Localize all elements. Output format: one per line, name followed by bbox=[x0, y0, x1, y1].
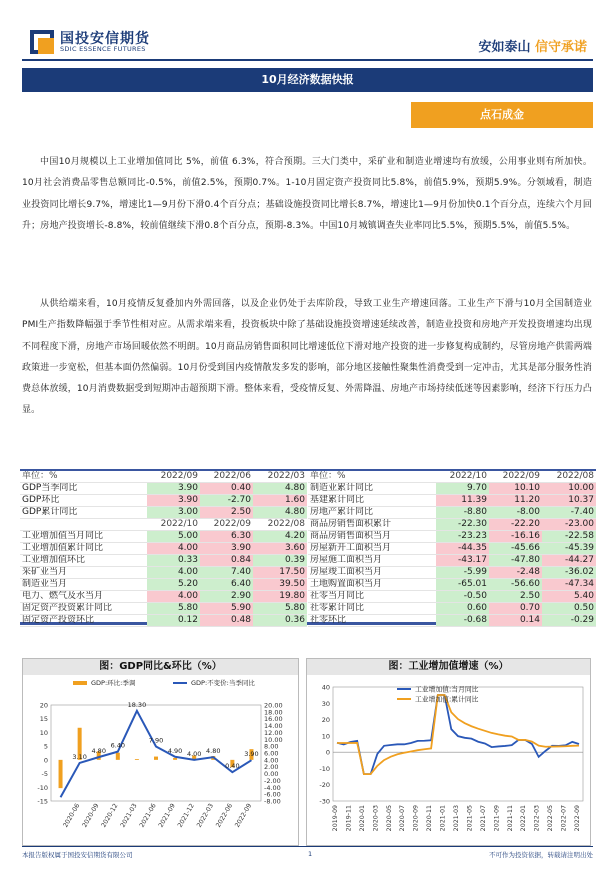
paragraph-summary: 中国10月规模以上工业增加值同比 5%，前值 6.3%，符合预期。三大门类中，采矿业和制造业增速均有放缓，公用事业则有所加快。10月社会消费品零售总额同比-0.5%，前值2.5%，预期0.7%。1-10月固定资产投资同比5.8%，前值5.9%，预期5.9%。分领域看，制造业投资同比增长9.7%，增速比1—9月份下滑0.4个百分点；基础设施投资同比增长8.7%，增速比1—9月份加快0.1个百分点，连续六个月回升；房地产投资增长-8.8%，较前值继续下滑0.8个百分点，预期-8.3%。中国10月城镇调查失业率同比5.5%，预期5.5%，前值5.5%。 bbox=[22, 157, 592, 231]
value-cell: 0.48 bbox=[200, 615, 253, 627]
value-cell: -43.17 bbox=[436, 555, 489, 567]
y-axis-tick: 10 bbox=[321, 732, 330, 741]
x-axis-tick: 2020-12 bbox=[100, 802, 120, 829]
table-row bbox=[308, 507, 596, 519]
value-cell: 4.80 bbox=[253, 483, 307, 495]
value-cell: 39.50 bbox=[253, 579, 307, 591]
row-label: 房屋竣工面积当月 bbox=[308, 567, 436, 579]
logo-en-text: SDIC ESSENCE FUTURES bbox=[60, 45, 146, 53]
right-axis-tick: 18.00 bbox=[264, 708, 283, 717]
table-header-cell: 2022/09 bbox=[489, 471, 542, 483]
value-cell: -2.48 bbox=[489, 567, 542, 579]
ip-monthly-yoy-line bbox=[337, 695, 579, 774]
row-label: 基建累计同比 bbox=[308, 495, 436, 507]
table-row bbox=[20, 507, 307, 519]
value-cell: -44.27 bbox=[542, 555, 596, 567]
row-label: GDP累计同比 bbox=[20, 507, 147, 519]
y-axis-tick: -20 bbox=[319, 781, 330, 790]
plot-frame bbox=[333, 687, 583, 801]
right-axis-tick: -4.00 bbox=[264, 783, 281, 792]
table-row bbox=[20, 555, 307, 567]
legend-label-cumulative: 工业增加值:累计同比 bbox=[415, 695, 479, 704]
y-axis-tick: -30 bbox=[319, 797, 330, 806]
gdp-data-label: 7.90 bbox=[148, 736, 164, 745]
table-header-cell: 2022/10 bbox=[147, 519, 200, 531]
value-cell: -44.35 bbox=[436, 543, 489, 555]
value-cell: 1.60 bbox=[253, 495, 307, 507]
y-axis-tick: 30 bbox=[321, 699, 330, 708]
gdp-chart bbox=[22, 658, 299, 846]
value-cell: 6.30 bbox=[200, 531, 253, 543]
value-cell: 11.20 bbox=[489, 495, 542, 507]
x-axis-tick: 2019-11 bbox=[345, 805, 353, 832]
macro-table-left bbox=[20, 471, 307, 627]
value-cell: 11.39 bbox=[436, 495, 489, 507]
right-axis-tick: 20.00 bbox=[264, 701, 283, 710]
row-label: 商品房销售面积当月 bbox=[308, 531, 436, 543]
x-axis-tick: 2021-09 bbox=[157, 802, 177, 829]
left-axis-tick: 5 bbox=[43, 742, 48, 751]
value-cell: 0.40 bbox=[200, 483, 253, 495]
x-axis-tick: 2021-03 bbox=[453, 805, 460, 832]
table-header-cell: 2022/03 bbox=[253, 471, 307, 483]
value-cell: 3.90 bbox=[147, 483, 200, 495]
value-cell: 4.20 bbox=[253, 531, 307, 543]
table-row bbox=[308, 555, 596, 567]
gdp-data-label: 3.90 bbox=[244, 750, 259, 759]
x-axis-tick: 2022-06 bbox=[214, 802, 235, 829]
gdp-qoq-bar bbox=[59, 760, 63, 788]
y-axis-tick: 40 bbox=[321, 683, 330, 692]
logo-cn-text: 国投安信期货 bbox=[60, 31, 150, 47]
gdp-data-label: 4.80 bbox=[91, 747, 106, 756]
table-row bbox=[308, 591, 596, 603]
value-cell: 9.70 bbox=[436, 483, 489, 495]
row-label: 工业增加值累计同比 bbox=[20, 543, 147, 555]
industrial-chart-title: 图：工业增加值增速（%） bbox=[307, 659, 590, 675]
report-title: 10月经济数据快报 bbox=[22, 68, 593, 92]
gdp-data-label: 3.10 bbox=[72, 752, 87, 761]
row-label: 制造业累计同比 bbox=[308, 483, 436, 495]
left-axis-tick: -5 bbox=[41, 770, 48, 779]
value-cell: 17.50 bbox=[253, 567, 307, 579]
table-row bbox=[308, 579, 596, 591]
value-cell: 3.00 bbox=[147, 507, 200, 519]
value-cell: 4.00 bbox=[147, 543, 200, 555]
row-label: 房屋施工面积当月 bbox=[308, 555, 436, 567]
x-axis-tick: 2020-09 bbox=[81, 802, 101, 829]
gdp-chart-title: 图：GDP同比&环比（%） bbox=[23, 659, 298, 675]
value-cell: 0.50 bbox=[542, 603, 596, 615]
value-cell: 19.80 bbox=[253, 591, 307, 603]
gdp-data-label: 18.30 bbox=[127, 700, 147, 709]
value-cell: 0.70 bbox=[489, 603, 542, 615]
row-label: 采矿业当月 bbox=[20, 567, 147, 579]
table-header-cell: 2022/09 bbox=[147, 471, 200, 483]
left-axis-tick: 20 bbox=[39, 701, 48, 710]
table-row bbox=[308, 483, 596, 495]
x-axis-tick: 2021-09 bbox=[493, 805, 501, 832]
x-axis-tick: 2021-11 bbox=[506, 805, 514, 832]
x-axis-tick: 2022-09 bbox=[574, 805, 581, 832]
x-axis-tick: 2020-06 bbox=[62, 802, 82, 829]
value-cell: 0.39 bbox=[253, 555, 307, 567]
value-cell: 2.50 bbox=[200, 507, 253, 519]
value-cell: -45.39 bbox=[542, 543, 596, 555]
value-cell: -5.99 bbox=[436, 567, 489, 579]
x-axis-tick: 2020-11 bbox=[426, 805, 434, 832]
value-cell: -56.60 bbox=[489, 579, 542, 591]
x-axis-tick: 2020-03 bbox=[372, 805, 380, 832]
left-axis-tick: 10 bbox=[39, 728, 48, 737]
value-cell: -7.40 bbox=[542, 507, 596, 519]
table-header-cell: 单位：% bbox=[20, 471, 147, 483]
industrial-chart-plot bbox=[307, 675, 590, 845]
value-cell: -0.29 bbox=[542, 615, 596, 627]
value-cell: -23.00 bbox=[542, 519, 596, 531]
table-row bbox=[308, 615, 596, 627]
gdp-chart-plot bbox=[23, 675, 298, 845]
value-cell: 5.80 bbox=[253, 603, 307, 615]
value-cell: 4.00 bbox=[147, 591, 200, 603]
table-row bbox=[20, 531, 307, 543]
x-axis-tick: 2022-09 bbox=[233, 802, 254, 829]
table-header-cell: 2022/10 bbox=[436, 471, 489, 483]
row-label: 社零当月同比 bbox=[308, 591, 436, 603]
left-axis-tick: 15 bbox=[39, 715, 48, 724]
left-axis-tick: -15 bbox=[37, 797, 48, 806]
value-cell: -16.16 bbox=[489, 531, 542, 543]
right-axis-tick: 10.00 bbox=[264, 735, 283, 744]
section-tag: 点石成金 bbox=[411, 102, 593, 128]
row-label: 房地产累计同比 bbox=[308, 507, 436, 519]
value-cell: -2.70 bbox=[200, 495, 253, 507]
table-header-cell: 2022/06 bbox=[200, 471, 253, 483]
x-axis-tick: 2022-03 bbox=[195, 802, 216, 829]
value-cell: -0.50 bbox=[436, 591, 489, 603]
table-header-row bbox=[20, 471, 307, 483]
value-cell: 4.80 bbox=[253, 507, 307, 519]
row-label: 固定资产投资环比 bbox=[20, 615, 147, 627]
table-header-cell bbox=[20, 519, 147, 531]
x-axis-tick: 2021-07 bbox=[479, 805, 487, 832]
right-axis-tick: 4.00 bbox=[264, 756, 279, 765]
row-label: 商品房销售面积累计 bbox=[308, 519, 436, 531]
value-cell: 0.84 bbox=[200, 555, 253, 567]
header-rule bbox=[22, 59, 593, 61]
table-row bbox=[308, 567, 596, 579]
table-header-cell: 2022/08 bbox=[253, 519, 307, 531]
gdp-qoq-bar bbox=[135, 759, 139, 760]
value-cell: 5.40 bbox=[542, 591, 596, 603]
row-label: 固定资产投资累计同比 bbox=[20, 603, 147, 615]
value-cell: -0.68 bbox=[436, 615, 489, 627]
value-cell: 5.00 bbox=[147, 531, 200, 543]
table-row bbox=[20, 603, 307, 615]
x-axis-tick: 2020-01 bbox=[358, 805, 366, 832]
value-cell: 4.00 bbox=[147, 567, 200, 579]
footer-disclaimer: 不可作为投资依据，转载请注明出处 bbox=[489, 851, 593, 859]
value-cell: -8.80 bbox=[436, 507, 489, 519]
table-row bbox=[308, 543, 596, 555]
value-cell: 3.90 bbox=[147, 495, 200, 507]
gdp-data-label: 0.40 bbox=[225, 762, 240, 771]
table-row bbox=[20, 495, 307, 507]
gdp-data-label: 4.80 bbox=[206, 747, 221, 756]
table-row bbox=[308, 603, 596, 615]
page-number: 1 bbox=[308, 850, 313, 858]
value-cell: 5.90 bbox=[200, 603, 253, 615]
industrial-chart bbox=[306, 658, 591, 846]
row-label: 电力、燃气及水当月 bbox=[20, 591, 147, 603]
value-cell: -23.23 bbox=[436, 531, 489, 543]
table-row bbox=[308, 495, 596, 507]
x-axis-tick: 2021-03 bbox=[119, 802, 139, 829]
table-row bbox=[20, 579, 307, 591]
row-label: 制造业当月 bbox=[20, 579, 147, 591]
table-row bbox=[20, 615, 307, 627]
legend-swatch-bar bbox=[73, 681, 87, 685]
x-axis-tick: 2022-07 bbox=[560, 805, 568, 832]
x-axis-tick: 2019-09 bbox=[332, 805, 339, 832]
value-cell: -45.66 bbox=[489, 543, 542, 555]
table-row bbox=[20, 591, 307, 603]
value-cell: -22.58 bbox=[542, 531, 596, 543]
left-axis-tick: -10 bbox=[37, 783, 48, 792]
y-axis-tick: -10 bbox=[319, 764, 330, 773]
right-axis-tick: 8.00 bbox=[264, 742, 279, 751]
gdp-qoq-bar bbox=[173, 758, 177, 760]
value-cell: -47.34 bbox=[542, 579, 596, 591]
table-header-row bbox=[20, 519, 307, 531]
value-cell: 3.90 bbox=[200, 543, 253, 555]
table-row bbox=[20, 543, 307, 555]
value-cell: -65.01 bbox=[436, 579, 489, 591]
value-cell: 5.80 bbox=[147, 603, 200, 615]
logo-mark-icon bbox=[30, 30, 54, 54]
value-cell: 2.50 bbox=[489, 591, 542, 603]
value-cell: 6.40 bbox=[200, 579, 253, 591]
x-axis-tick: 2022-03 bbox=[533, 805, 541, 832]
table-row bbox=[20, 567, 307, 579]
gdp-qoq-bar bbox=[154, 757, 158, 760]
x-axis-tick: 2022-05 bbox=[547, 805, 555, 832]
table-header-row bbox=[308, 471, 596, 483]
value-cell: 10.37 bbox=[542, 495, 596, 507]
y-axis-tick: 20 bbox=[321, 716, 330, 725]
legend-label-line: GDP:不变价:当季同比 bbox=[191, 679, 255, 687]
right-axis-tick: -2.00 bbox=[264, 776, 281, 785]
value-cell: 0.12 bbox=[147, 615, 200, 627]
right-axis-tick: 12.00 bbox=[264, 728, 283, 737]
x-axis-tick: 2021-06 bbox=[138, 802, 158, 829]
legend-label-bar: GDP:环比:季调 bbox=[91, 679, 136, 687]
slogan bbox=[478, 36, 587, 55]
table-header-cell: 2022/09 bbox=[200, 519, 253, 531]
company-logo bbox=[30, 28, 220, 56]
row-label: 工业增加值环比 bbox=[20, 555, 147, 567]
x-axis-tick: 2020-07 bbox=[399, 805, 407, 832]
value-cell: 3.60 bbox=[253, 543, 307, 555]
value-cell: 0.60 bbox=[436, 603, 489, 615]
x-axis-tick: 2022-01 bbox=[520, 805, 528, 832]
right-axis-tick: 2.00 bbox=[264, 763, 279, 772]
gdp-qoq-bar bbox=[116, 753, 120, 760]
row-label: 工业增加值当月同比 bbox=[20, 531, 147, 543]
x-axis-tick: 2020-05 bbox=[385, 805, 393, 832]
macro-table-right bbox=[308, 471, 596, 627]
value-cell: -36.02 bbox=[542, 567, 596, 579]
right-axis-tick: -8.00 bbox=[264, 797, 281, 806]
table-header-cell: 2022/08 bbox=[542, 471, 596, 483]
value-cell: -47.80 bbox=[489, 555, 542, 567]
table-row bbox=[308, 519, 596, 531]
slogan-part-b: 信守承诺 bbox=[534, 40, 587, 55]
left-axis-tick: 0 bbox=[43, 756, 48, 765]
row-label: GDP当季同比 bbox=[20, 483, 147, 495]
table-header-cell: 单位：% bbox=[308, 471, 436, 483]
value-cell: -8.00 bbox=[489, 507, 542, 519]
right-axis-tick: 0.00 bbox=[264, 770, 279, 779]
right-axis-tick: -6.00 bbox=[264, 790, 281, 799]
gdp-data-label: 6.40 bbox=[110, 741, 126, 750]
footer-rule bbox=[22, 846, 593, 847]
gdp-data-label: 4.00 bbox=[186, 749, 202, 758]
value-cell: -22.30 bbox=[436, 519, 489, 531]
y-axis-tick: 0 bbox=[325, 748, 330, 757]
right-axis-tick: 6.00 bbox=[264, 749, 279, 758]
x-axis-tick: 2020-09 bbox=[412, 805, 420, 832]
table-row bbox=[20, 483, 307, 495]
x-axis-tick: 2021-01 bbox=[439, 805, 447, 832]
value-cell: -22.20 bbox=[489, 519, 542, 531]
value-cell: 5.20 bbox=[147, 579, 200, 591]
value-cell: 10.00 bbox=[542, 483, 596, 495]
x-axis-tick: 2021-12 bbox=[176, 802, 196, 829]
slogan-part-a: 安如泰山 bbox=[478, 40, 531, 55]
row-label: GDP环比 bbox=[20, 495, 147, 507]
table-row bbox=[308, 531, 596, 543]
value-cell: 0.14 bbox=[489, 615, 542, 627]
row-label: 社零环比 bbox=[308, 615, 436, 627]
footer-copyright: 本报告版权属于国投安信期货有限公司 bbox=[22, 851, 133, 859]
ip-cumulative-yoy-line bbox=[337, 695, 579, 774]
value-cell: 7.40 bbox=[200, 567, 253, 579]
right-axis-tick: 16.00 bbox=[264, 715, 283, 724]
value-cell: 0.33 bbox=[147, 555, 200, 567]
value-cell: 0.36 bbox=[253, 615, 307, 627]
paragraph-analysis: 从供给端来看，10月疫情反复叠加内外需回落，以及企业仍处于去库阶段，导致工业生产增速回落。工业生产下滑与10月全国制造业PMI生产指数降幅强于季节性相对应。从需求端来看，投资板块中除了基础设施投资增速延续改善，制造业投资和房地产开发投资增速均出现不同程度下滑，房地产市场回暖依然不明朗。10月商品房销售面积同比增速低位下滑对地产投资的进一步修复构成制约，尽管房地产供需两端政策进一步宽松，但基本面仍然偏弱。10月份受到国内疫情散发多发的影响，部分地区接触性聚集性消费受到一定冲击，尤其是部分服务性消费总体放缓，10月消费数据受到短期冲击超预期下滑。整体来看，受疫情反复、外需降温、房地产市场持续低迷等因素影响，经济下行压力凸显。 bbox=[22, 299, 592, 416]
gdp-data-label: 4.90 bbox=[167, 746, 183, 755]
row-label: 社零累计同比 bbox=[308, 603, 436, 615]
row-label: 房屋新开工面积当月 bbox=[308, 543, 436, 555]
right-axis-tick: 14.00 bbox=[264, 722, 283, 731]
row-label: 土地购置面积当月 bbox=[308, 579, 436, 591]
gdp-yoy-line bbox=[61, 711, 252, 797]
value-cell: 10.10 bbox=[489, 483, 542, 495]
legend-label-monthly: 工业增加值:当月同比 bbox=[415, 685, 479, 694]
value-cell: 2.90 bbox=[200, 591, 253, 603]
x-axis-tick: 2021-05 bbox=[466, 805, 474, 832]
